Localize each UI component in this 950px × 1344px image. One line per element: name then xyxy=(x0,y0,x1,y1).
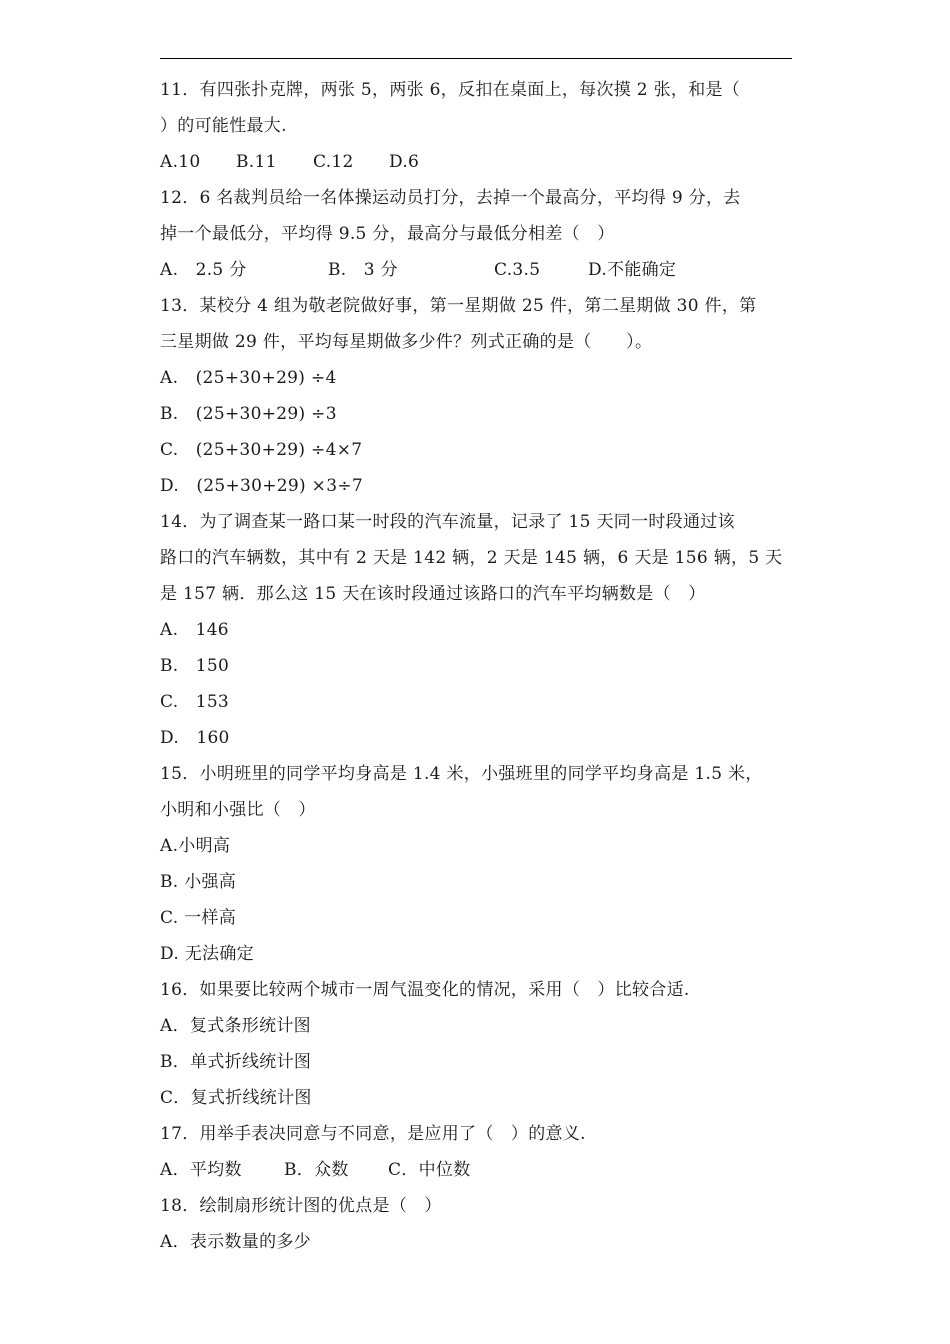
option-b[interactable]: B. 小强高 xyxy=(160,872,237,892)
question-text: 11．有四张扑克牌，两张 5，两张 6，反扣在桌面上，每次摸 2 张，和是（ xyxy=(160,80,741,100)
question-text: 路口的汽车辆数，其中有 2 天是 142 辆，2 天是 145 辆，6 天是 156 辆，5 天 xyxy=(160,548,783,568)
option-c[interactable]: C．复式折线统计图 xyxy=(160,1088,312,1108)
question-text: 18．绘制扇形统计图的优点是（ ） xyxy=(160,1196,442,1216)
option-a[interactable]: A．复式条形统计图 xyxy=(160,1016,311,1036)
option-b[interactable]: B. 150 xyxy=(160,656,230,676)
question-14 xyxy=(160,504,800,756)
option-d[interactable]: D. 160 xyxy=(160,728,230,748)
option-b[interactable]: B．单式折线统计图 xyxy=(160,1052,312,1072)
question-18 xyxy=(160,1188,800,1260)
option-b[interactable]: B. (25+30+29) ÷3 xyxy=(160,404,337,424)
question-text: 三星期做 29 件，平均每星期做多少件？列式正确的是（ ）。 xyxy=(160,332,653,352)
option-c[interactable]: C.3.5 xyxy=(494,260,541,280)
option-row xyxy=(160,252,800,288)
question-text: 掉一个最低分，平均得 9.5 分，最高分与最低分相差（ ） xyxy=(160,224,615,244)
question-text: 16．如果要比较两个城市一周气温变化的情况，采用（ ）比较合适. xyxy=(160,980,690,1000)
question-list xyxy=(160,72,800,1260)
option-c[interactable]: C．中位数 xyxy=(388,1160,471,1180)
question-text: 小明和小强比（ ） xyxy=(160,800,316,820)
option-c[interactable]: C. (25+30+29) ÷4×7 xyxy=(160,440,363,460)
option-b[interactable]: B．众数 xyxy=(284,1160,349,1180)
question-text: ）的可能性最大. xyxy=(160,116,287,136)
question-text: 15．小明班里的同学平均身高是 1.4 米，小强班里的同学平均身高是 1.5 米， xyxy=(160,764,763,784)
option-a[interactable]: A.小明高 xyxy=(160,836,231,856)
option-c[interactable]: C.12 xyxy=(313,152,354,172)
question-15 xyxy=(160,756,800,972)
question-17 xyxy=(160,1116,800,1188)
option-b[interactable]: B. 3 分 xyxy=(328,260,398,280)
header-rule xyxy=(160,58,792,59)
option-a[interactable]: A. 146 xyxy=(160,620,229,640)
question-12 xyxy=(160,180,800,288)
option-d[interactable]: D. 无法确定 xyxy=(160,944,254,964)
option-d[interactable]: D.不能确定 xyxy=(588,260,677,280)
question-text: 是 157 辆．那么这 15 天在该时段通过该路口的汽车平均辆数是（ ） xyxy=(160,584,706,604)
question-text: 17．用举手表决同意与不同意，是应用了（ ）的意义. xyxy=(160,1124,586,1144)
option-d[interactable]: D. (25+30+29) ×3÷7 xyxy=(160,476,363,496)
question-16 xyxy=(160,972,800,1116)
option-a[interactable]: A. 2.5 分 xyxy=(160,260,247,280)
option-a[interactable]: A．平均数 xyxy=(160,1160,242,1180)
option-a[interactable]: A. (25+30+29) ÷4 xyxy=(160,368,337,388)
option-row xyxy=(160,144,800,180)
question-text: 14．为了调查某一路口某一时段的汽车流量，记录了 15 天同一时段通过该 xyxy=(160,512,735,532)
question-13 xyxy=(160,288,800,504)
option-d[interactable]: D.6 xyxy=(389,152,420,172)
option-a[interactable]: A．表示数量的多少 xyxy=(160,1232,311,1252)
option-c[interactable]: C. 一样高 xyxy=(160,908,237,928)
option-b[interactable]: B.11 xyxy=(236,152,277,172)
option-row xyxy=(160,1152,800,1188)
question-text: 13．某校分 4 组为敬老院做好事，第一星期做 25 件，第二星期做 30 件，第 xyxy=(160,296,757,316)
option-a[interactable]: A.10 xyxy=(160,152,201,172)
option-c[interactable]: C. 153 xyxy=(160,692,230,712)
question-text: 12．6 名裁判员给一名体操运动员打分，去掉一个最高分，平均得 9 分，去 xyxy=(160,188,741,208)
question-11 xyxy=(160,72,800,180)
